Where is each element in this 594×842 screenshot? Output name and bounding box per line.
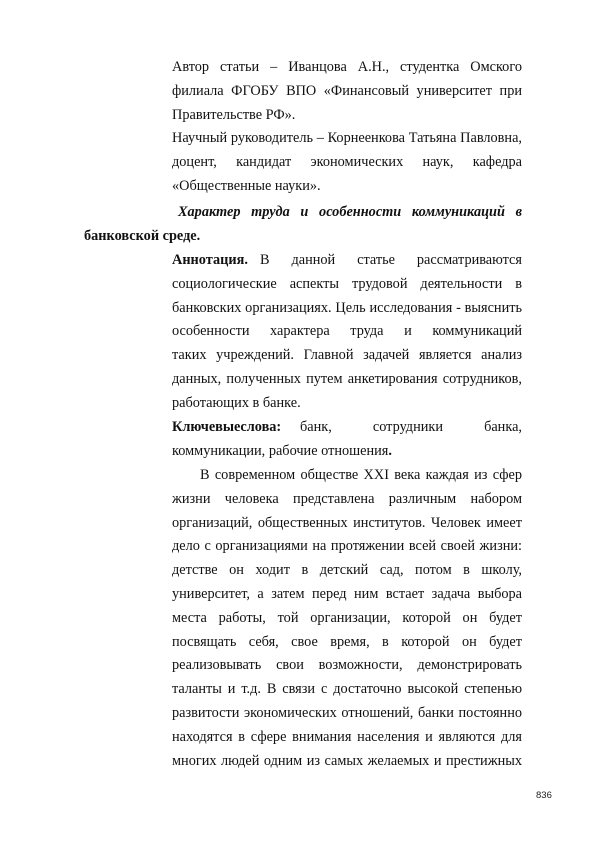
- keyword: банк,: [300, 419, 332, 435]
- abstract-line: банковских организациях. Цель исследования - выяснить: [172, 299, 522, 316]
- abstract-first-line-text: [260, 249, 522, 273]
- author-line: Правительстве РФ».: [172, 106, 296, 123]
- abstract-line: работающих в банке.: [172, 394, 301, 411]
- abstract-line: особенности характера труда и коммуникаций: [172, 323, 522, 340]
- body-line: развитости экономических отношений, банки постоянно: [172, 704, 522, 721]
- body-line: находятся в сфере внимания населения и являются для: [172, 728, 522, 745]
- keywords-label: [172, 416, 282, 440]
- keywords-label-word: слова:: [240, 419, 282, 435]
- abstract-first-line: [172, 249, 522, 273]
- page-number: 836: [536, 790, 552, 801]
- article-title-line: Характер труда и особенности коммуникаций в: [178, 204, 522, 220]
- supervisor-line: доцент, кандидат экономических наук, кафедра: [172, 154, 522, 171]
- body-line: дело с организациями на протяжении всей своей жизни:: [172, 538, 522, 555]
- keywords-label-word: Ключевые: [172, 419, 241, 435]
- body-line: многих людей одним из самых желаемых и престижных: [172, 752, 522, 769]
- author-line: филиала ФГОБУ ВПО «Финансовый университет при: [172, 82, 522, 99]
- supervisor-line: Научный руководитель – Корнеенкова Татьяна Павловна,: [172, 130, 522, 147]
- keywords-text: коммуникации, рабочие отношения: [172, 442, 389, 459]
- keywords-first-line: [172, 416, 522, 440]
- body-line: таланты и т.д. В связи с достаточно высокой степенью: [172, 681, 522, 698]
- body-text: [172, 464, 522, 773]
- article-title-line: банковской среде.: [84, 228, 201, 244]
- body-line: жизни человека представлена различным набором: [172, 490, 522, 507]
- keywords-period: .: [388, 442, 392, 459]
- abstract-label: Аннотация.: [172, 252, 248, 268]
- abstract-word: данной: [291, 252, 336, 268]
- author-info: [172, 56, 522, 199]
- body-line: места работы, той организации, которой он будет: [172, 609, 522, 626]
- abstract-word: статье: [357, 252, 395, 268]
- body-line: посвящать себя, свое время, в которой он будет: [172, 633, 522, 650]
- author-line: Автор статьи – Иванцова А.Н., студентка Омского: [172, 59, 522, 75]
- body-line: В современном обществе XXI века каждая из сфер: [200, 467, 522, 483]
- body-line: детстве он ходит в детский сад, потом в школу,: [172, 562, 522, 579]
- keywords-first-line-text: [300, 416, 522, 440]
- body-line: университет, а затем перед ним встает задача выбора: [172, 585, 522, 602]
- supervisor-line: «Общественные науки».: [172, 177, 321, 194]
- abstract-line: социологические аспекты трудовой деятельности в: [172, 275, 522, 292]
- keyword: банка,: [484, 419, 522, 435]
- abstract-word: В: [260, 252, 270, 268]
- abstract-line: таких учреждений. Главной задачей является анализ: [172, 347, 522, 364]
- keywords-line: [172, 440, 522, 464]
- abstract: [172, 249, 522, 416]
- body-line: организаций, общественных институтов. Человек имеет: [172, 514, 522, 531]
- abstract-word: рассматриваются: [416, 252, 522, 268]
- keyword: сотрудники: [372, 419, 443, 435]
- abstract-line: данных, полученных путем анкетирования сотрудников,: [172, 370, 522, 387]
- keywords: [172, 416, 522, 464]
- body-line: реализовывать свои возможности, демонстрировать: [172, 657, 522, 674]
